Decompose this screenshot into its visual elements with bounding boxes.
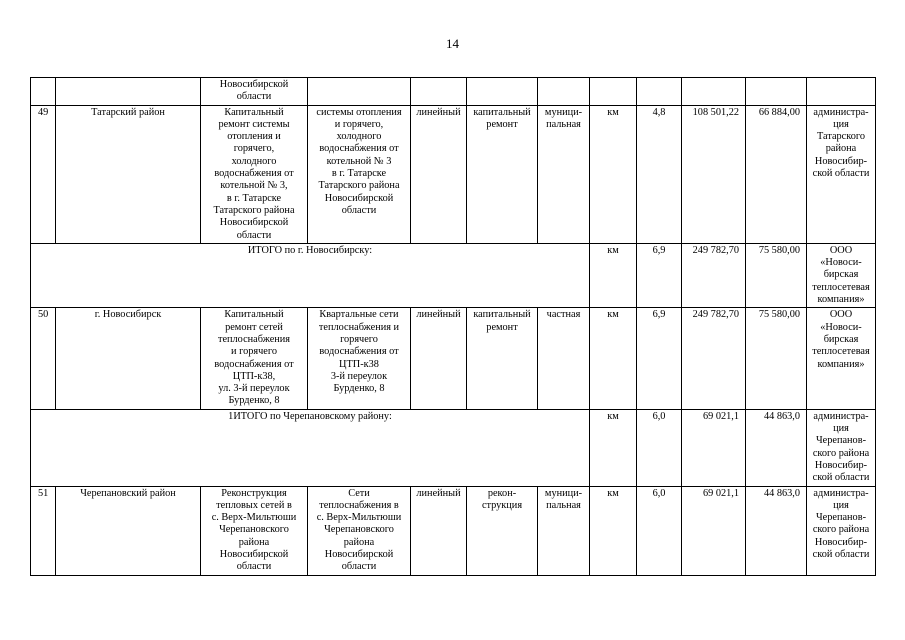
projects-table [30,77,876,576]
continuation-row [31,78,876,106]
kind-cell: линейный [411,105,467,243]
cont-cell-ownership [538,78,590,106]
total-row [31,243,876,307]
object-cell: Квартальные сети теплоснабжения и горячего водоснабжения от ЦТП-к38 3-й переулок Бурденко, 8 [308,308,411,409]
work-cell: капитальный ремонт [467,308,538,409]
total-label: ИТОГО по г. Новосибирску: [31,243,590,307]
customer-cell: администра- ция Черепанов- ского района Новосибир- ской области [807,409,876,486]
ownership-cell: муници- пальная [538,486,590,575]
table-row [31,308,876,409]
object-cell: системы отопления и горячего, холодного водоснабжения от котельной № 3 в г. Татарске Татарского района Новосибирской области [308,105,411,243]
customer-cell: ООО «Новоси- бирская теплосетевая компания» [807,308,876,409]
cont-cell-num [31,78,56,106]
cont-cell-cost2 [746,78,807,106]
cont-cell-customer [807,78,876,106]
cont-cell-cost1 [682,78,746,106]
district-cell: Черепановский район [56,486,201,575]
project-cell: Капитальный ремонт сетей теплоснабжения и горячего водоснабжения от ЦТП-к38, ул. 3-й переулок Бурденко, 8 [201,308,308,409]
unit-cell: км [590,243,637,307]
cont-cell-district [56,78,201,106]
length-cell: 6,0 [637,486,682,575]
row-number: 51 [31,486,56,575]
unit-cell: км [590,486,637,575]
cost1-cell: 69 021,1 [682,409,746,486]
row-number: 50 [31,308,56,409]
cont-cell-unit [590,78,637,106]
cont-cell-work [467,78,538,106]
cost2-cell: 75 580,00 [746,308,807,409]
cost1-cell: 249 782,70 [682,243,746,307]
total-row [31,409,876,486]
length-cell: 6,0 [637,409,682,486]
work-cell: капитальный ремонт [467,105,538,243]
customer-cell: ООО «Новоси- бирская теплосетевая компания» [807,243,876,307]
cost2-cell: 75 580,00 [746,243,807,307]
cost2-cell: 44 863,0 [746,486,807,575]
ownership-cell: частная [538,308,590,409]
cont-cell-project: Новосибирской области [201,78,308,106]
cont-cell-object [308,78,411,106]
cost1-cell: 69 021,1 [682,486,746,575]
district-cell: Татарский район [56,105,201,243]
unit-cell: км [590,308,637,409]
cost1-cell: 108 501,22 [682,105,746,243]
unit-cell: км [590,409,637,486]
cont-cell-kind [411,78,467,106]
project-cell: Капитальный ремонт системы отопления и горячего, холодного водоснабжения от котельной № 3, в г. Татарске Татарского района Новосибирской области [201,105,308,243]
cost2-cell: 66 884,00 [746,105,807,243]
customer-cell: администра- ция Черепанов- ского района Новосибир- ской области [807,486,876,575]
total-label: 1ИТОГО по Черепановскому району: [31,409,590,486]
row-number: 49 [31,105,56,243]
cost1-cell: 249 782,70 [682,308,746,409]
unit-cell: км [590,105,637,243]
length-cell: 6,9 [637,308,682,409]
kind-cell: линейный [411,308,467,409]
table-row [31,105,876,243]
work-cell: рекон- струкция [467,486,538,575]
cont-cell-length [637,78,682,106]
kind-cell: линейный [411,486,467,575]
district-cell: г. Новосибирск [56,308,201,409]
project-cell: Реконструкция тепловых сетей в с. Верх-Мильтюши Черепановского района Новосибирской области [201,486,308,575]
customer-cell: администра- ция Татарского района Новосибир- ской области [807,105,876,243]
ownership-cell: муници- пальная [538,105,590,243]
length-cell: 4,8 [637,105,682,243]
object-cell: Сети теплоснабжения в с. Верх-Мильтюши Черепановского района Новосибирской области [308,486,411,575]
page-number: 14 [446,36,459,51]
table-row [31,486,876,575]
length-cell: 6,9 [637,243,682,307]
cost2-cell: 44 863,0 [746,409,807,486]
